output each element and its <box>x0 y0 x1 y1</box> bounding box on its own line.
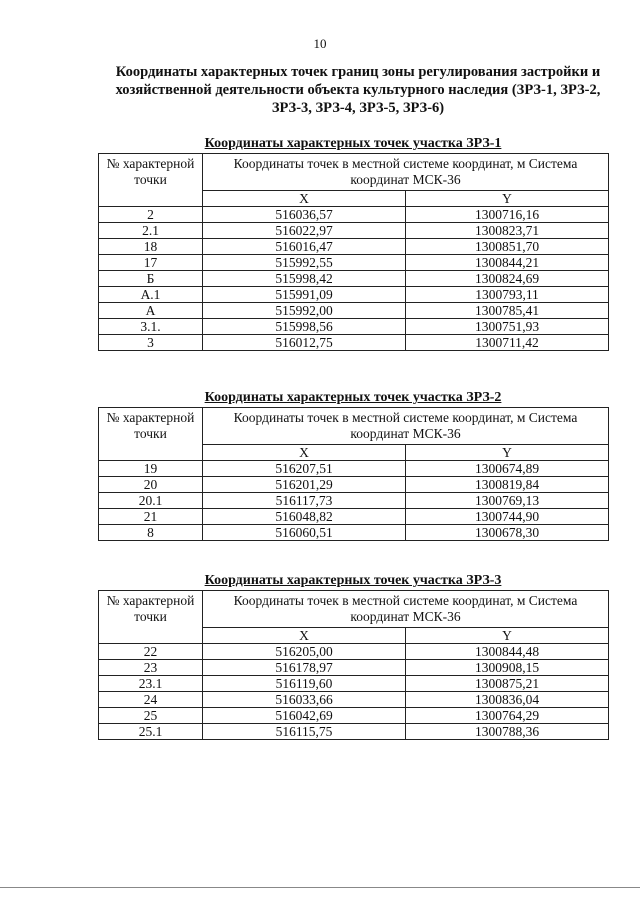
table-row <box>99 509 609 525</box>
table-row <box>99 319 609 335</box>
point-number-cell: 22 <box>99 644 203 660</box>
x-coordinate-cell: 516042,69 <box>203 708 406 724</box>
x-coordinate-cell: 515998,56 <box>203 319 406 335</box>
document-title: Координаты характерных точек границ зоны регулирования застройки и хозяйственной деятельности объекта культурного наследия (ЗРЗ-1, ЗРЗ-2, ЗРЗ-3, ЗРЗ-4, ЗРЗ-5, ЗРЗ-6) <box>115 64 601 116</box>
y-coordinate-cell: 1300824,69 <box>406 271 609 287</box>
x-coordinate-cell: 516033,66 <box>203 692 406 708</box>
section-title: Координаты характерных точек участка ЗРЗ-1 <box>204 136 502 151</box>
table-row <box>99 525 609 541</box>
y-header: Y <box>406 191 609 207</box>
table-row <box>99 335 609 351</box>
y-header: Y <box>406 628 609 644</box>
y-coordinate-cell: 1300844,21 <box>406 255 609 271</box>
point-number-cell: 2 <box>99 207 203 223</box>
y-coordinate-cell: 1300788,36 <box>406 724 609 740</box>
section-zrz-1 <box>98 136 608 351</box>
table-row <box>99 303 609 319</box>
y-coordinate-cell: 1300875,21 <box>406 676 609 692</box>
footer-divider <box>0 887 640 888</box>
coordinates-header: Координаты точек в местной системе координат, м Система координат МСК-36 <box>203 408 609 445</box>
y-coordinate-cell: 1300744,90 <box>406 509 609 525</box>
x-coordinate-cell: 515992,00 <box>203 303 406 319</box>
section-zrz-2 <box>98 390 608 541</box>
point-number-cell: Б <box>99 271 203 287</box>
x-coordinate-cell: 516060,51 <box>203 525 406 541</box>
point-number-cell: 20 <box>99 477 203 493</box>
y-coordinate-cell: 1300716,16 <box>406 207 609 223</box>
table-row <box>99 493 609 509</box>
coordinates-header: Координаты точек в местной системе координат, м Система координат МСК-36 <box>203 591 609 628</box>
table-row <box>99 271 609 287</box>
table-row <box>99 287 609 303</box>
point-number-cell: 3.1. <box>99 319 203 335</box>
x-coordinate-cell: 516117,73 <box>203 493 406 509</box>
table-row <box>99 477 609 493</box>
x-coordinate-cell: 515991,09 <box>203 287 406 303</box>
point-number-cell: 18 <box>99 239 203 255</box>
x-header: X <box>203 445 406 461</box>
table-row <box>99 692 609 708</box>
x-coordinate-cell: 515998,42 <box>203 271 406 287</box>
y-coordinate-cell: 1300836,04 <box>406 692 609 708</box>
point-number-cell: 23.1 <box>99 676 203 692</box>
point-number-cell: 3 <box>99 335 203 351</box>
section-zrz-3 <box>98 573 608 740</box>
point-number-cell: 23 <box>99 660 203 676</box>
x-coordinate-cell: 516119,60 <box>203 676 406 692</box>
y-coordinate-cell: 1300751,93 <box>406 319 609 335</box>
y-coordinate-cell: 1300793,11 <box>406 287 609 303</box>
y-coordinate-cell: 1300844,48 <box>406 644 609 660</box>
table-row <box>99 223 609 239</box>
point-number-cell: 20.1 <box>99 493 203 509</box>
section-title: Координаты характерных точек участка ЗРЗ-2 <box>204 390 502 405</box>
point-number-cell: 24 <box>99 692 203 708</box>
x-coordinate-cell: 516016,47 <box>203 239 406 255</box>
x-coordinate-cell: 516012,75 <box>203 335 406 351</box>
coordinates-table <box>98 153 609 351</box>
section-title: Координаты характерных точек участка ЗРЗ-3 <box>204 573 502 588</box>
x-coordinate-cell: 516178,97 <box>203 660 406 676</box>
x-header: X <box>203 191 406 207</box>
coordinates-table <box>98 407 609 541</box>
point-number-header: № характерной точки <box>99 591 203 644</box>
table-row <box>99 724 609 740</box>
table-row <box>99 461 609 477</box>
point-number-cell: 25 <box>99 708 203 724</box>
table-row <box>99 207 609 223</box>
y-coordinate-cell: 1300678,30 <box>406 525 609 541</box>
y-coordinate-cell: 1300908,15 <box>406 660 609 676</box>
point-number-cell: А <box>99 303 203 319</box>
point-number-cell: 8 <box>99 525 203 541</box>
y-header: Y <box>406 445 609 461</box>
x-coordinate-cell: 516036,57 <box>203 207 406 223</box>
point-number-header: № характерной точки <box>99 408 203 461</box>
y-coordinate-cell: 1300823,71 <box>406 223 609 239</box>
y-coordinate-cell: 1300851,70 <box>406 239 609 255</box>
point-number-cell: 17 <box>99 255 203 271</box>
x-coordinate-cell: 516048,82 <box>203 509 406 525</box>
y-coordinate-cell: 1300769,13 <box>406 493 609 509</box>
page-number: 10 <box>313 36 327 51</box>
point-number-header: № характерной точки <box>99 154 203 207</box>
table-row <box>99 708 609 724</box>
y-coordinate-cell: 1300674,89 <box>406 461 609 477</box>
x-coordinate-cell: 516115,75 <box>203 724 406 740</box>
y-coordinate-cell: 1300711,42 <box>406 335 609 351</box>
coordinates-header: Координаты точек в местной системе координат, м Система координат МСК-36 <box>203 154 609 191</box>
x-coordinate-cell: 516207,51 <box>203 461 406 477</box>
y-coordinate-cell: 1300785,41 <box>406 303 609 319</box>
x-coordinate-cell: 516022,97 <box>203 223 406 239</box>
point-number-cell: 25.1 <box>99 724 203 740</box>
x-coordinate-cell: 515992,55 <box>203 255 406 271</box>
y-coordinate-cell: 1300819,84 <box>406 477 609 493</box>
table-row <box>99 676 609 692</box>
table-row <box>99 644 609 660</box>
point-number-cell: А.1 <box>99 287 203 303</box>
point-number-cell: 21 <box>99 509 203 525</box>
x-header: X <box>203 628 406 644</box>
x-coordinate-cell: 516201,29 <box>203 477 406 493</box>
table-row <box>99 255 609 271</box>
table-row <box>99 660 609 676</box>
point-number-cell: 19 <box>99 461 203 477</box>
y-coordinate-cell: 1300764,29 <box>406 708 609 724</box>
coordinates-table <box>98 590 609 740</box>
table-row <box>99 239 609 255</box>
point-number-cell: 2.1 <box>99 223 203 239</box>
x-coordinate-cell: 516205,00 <box>203 644 406 660</box>
